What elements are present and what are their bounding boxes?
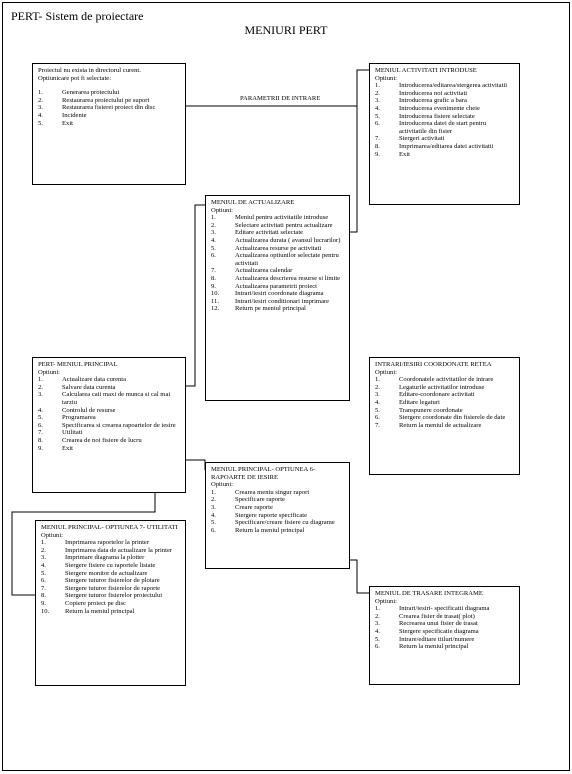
menu-item[interactable]: 2. Salvare data curenta [38, 383, 116, 391]
menu-item[interactable]: 8. Crearea de noi fisiere de lucru [38, 436, 142, 444]
menu-item[interactable]: 1. Introducerea/editarea/stergerea activitatii [375, 82, 508, 90]
menu-item[interactable]: 2. Imprimarea data de actualizare la printer [41, 546, 173, 554]
menu-item[interactable]: 1. Imprimarea raportelor la printer [41, 539, 150, 547]
start-menu-title: Proiectul nu exista in directorul curent. [38, 67, 141, 74]
input-menu-title: MENIUL ACTIVITATI INTRODUSE [375, 67, 477, 74]
menu-item[interactable]: 6. Introducerea datei de start pentru activitatile din fisier [375, 120, 487, 135]
menu-item[interactable]: 9. Copiere proiect pe disc [41, 599, 126, 607]
menu-item[interactable]: 8. Actualizarea descrierea resurse si limite [211, 274, 341, 282]
reports-menu-title: MENIUL PRINCIPAL- OPTIUNEA 6- RAPOARTE DE IESIRE [211, 466, 316, 481]
menu-item[interactable]: 2. Specificare raporte [211, 496, 285, 504]
utilities-menu-title: MENIUL PRINCIPAL- OPTIUNEA 7- UTILITATI [41, 524, 178, 531]
menu-item[interactable]: 7. Return la meniul de actualizare [375, 421, 482, 429]
network-menu-title: INTRARI/IESIRI COORDONATE RETEA [375, 361, 492, 368]
menu-item[interactable]: 9. Exit [38, 444, 73, 452]
main-menu-subtitle: Optiuni: [38, 368, 60, 376]
menu-item[interactable]: 9. Actualizarea parametrii proiect [211, 282, 318, 290]
menu-item[interactable]: 5. Specificare/creare fisiere cu diagrame [211, 519, 335, 527]
plot-menu-subtitle: Optiuni: [375, 597, 397, 605]
menu-item[interactable]: 3. Editare activitati selectate [211, 229, 304, 237]
menu-item[interactable]: 1. Crearea meniu singur raport [211, 488, 310, 496]
menu-item[interactable]: 2. Restaurarea proiectului pe suport [38, 96, 150, 104]
menu-item[interactable]: 4. Actualizarea durata ( avansul lucrarilor) [211, 236, 341, 244]
menu-item[interactable]: 4. Editare legaturi [375, 398, 440, 406]
menu-item[interactable]: 4. Incidente [38, 111, 87, 119]
menu-item[interactable]: 7. Stergere tuturor fisierelor de raporte [41, 584, 161, 592]
main-title: MENIURI PERT [244, 23, 328, 37]
menu-item[interactable]: 7. Stergeri activitati [375, 135, 445, 143]
menu-item[interactable]: 5. Intrare/editare titluri/numere [375, 635, 475, 643]
menu-item[interactable]: 9. Exit [375, 150, 410, 158]
menu-item[interactable]: 6. Actualizarea optiunilor selectate pentru activitati [211, 252, 339, 267]
menu-item[interactable]: 3. Creare raporte [211, 503, 273, 511]
menu-item[interactable]: 2. Crearea fisier de trasat( plot) [375, 612, 475, 620]
reports-menu-box [205, 462, 350, 569]
menu-item[interactable]: 8. Stergere tuturor fisierelor proiectului [41, 592, 163, 600]
link-label: PARAMETRII DE INTRARE [240, 95, 321, 102]
menu-item[interactable]: 4. Introducerea evenimente cheie [375, 104, 480, 112]
menu-item[interactable]: 6. Specificarea si crearea rapoartelor de iesire [38, 421, 176, 429]
menu-item[interactable]: 12. Return pe meniul principal [211, 305, 306, 313]
menu-item[interactable]: 4. Stergere specificatie diagrama [375, 627, 479, 635]
menu-item[interactable]: 7. Utilitati [38, 429, 83, 437]
plot-menu-title: MENIUL DE TRASARE INTEGRAME [375, 590, 483, 597]
menu-item[interactable]: 11. Intrari/iesiri conditionari imprimare [211, 297, 330, 305]
menu-item[interactable]: 6. Stergere tuturor fisierelor de plotare [41, 577, 160, 585]
update-menu-subtitle: Optiuni: [211, 206, 233, 214]
menu-item[interactable]: 5. Exit [38, 119, 73, 127]
main-menu-box [32, 357, 186, 493]
menu-item[interactable]: 4. Stergere raporte specificate [211, 511, 308, 519]
menu-item[interactable]: 5. Actualizarea resurse pe activitati [211, 244, 322, 252]
menu-item[interactable]: 4. Stergere fisiere cu raportele listate [41, 561, 156, 569]
menu-item[interactable]: 6. Return la meniul principal [211, 526, 305, 534]
utilities-menu-subtitle: Optiuni: [41, 531, 63, 539]
menu-item[interactable]: 1. Actualizare data curenta [38, 376, 127, 384]
menu-item[interactable]: 1. Generarea proiectului [38, 89, 120, 97]
start-menu-box [32, 63, 186, 185]
network-coordinates-menu-box [369, 357, 520, 475]
app-title: PERT- Sistem de proiectare [11, 9, 144, 23]
menu-item[interactable]: 7. Actualizarea calendar [211, 267, 293, 275]
menu-item[interactable]: 5. Introducerea fisiere selectate [375, 112, 475, 120]
menu-item[interactable]: 3. Restaurarea fisierei proiect din disc [38, 104, 156, 112]
menu-item[interactable]: 3. Introducerea grafic a bara [375, 97, 467, 105]
menu-item[interactable]: 3. Recrearea unui fisier de trasat [375, 620, 478, 628]
menu-item[interactable]: 6. Return la meniul principal [375, 643, 469, 651]
main-menu-title: PERT- MENIUL PRINCIPAL [38, 361, 118, 368]
menu-item[interactable]: 5. Stergere monitor de actualizare [41, 569, 148, 577]
input-activities-menu-box [369, 63, 520, 205]
plot-menu-box [369, 586, 520, 685]
menu-item[interactable]: 3. Imprimare diagrama la plotter [41, 554, 145, 562]
input-menu-subtitle: Optiuni: [375, 74, 397, 82]
network-menu-subtitle: Optiuni: [375, 368, 397, 376]
menu-item[interactable]: 2. Introducerea noi activitati [375, 89, 468, 97]
update-menu-box [205, 195, 350, 401]
menu-item[interactable]: 3. Calcularea caii maxi de munca si cal mai tarziu [38, 391, 171, 406]
menu-item[interactable]: 6. Stergere coordonate din fisierele de date [375, 414, 506, 422]
update-menu-title: MENIUL DE ACTUALIZARE [211, 199, 295, 206]
menu-item[interactable]: 2. Legaturile activitatilor introduse [375, 383, 485, 391]
menu-item[interactable]: 10. Intrari/iesiri coordonate diagrama [211, 290, 324, 298]
menu-item[interactable]: 8. Imprimarea/editarea datei activitatii [375, 142, 494, 150]
menu-item[interactable]: 1. Meniul pentru activitatile introduse [211, 214, 329, 222]
menu-item[interactable]: 5. Programarea [38, 414, 96, 422]
menu-item[interactable]: 2. Selectare activitati pentru actualizare [211, 221, 333, 229]
menu-item[interactable]: 4. Controlul de resurse [38, 406, 116, 414]
menu-item[interactable]: 1. Coordonatele activitatilor de intrare [375, 376, 494, 384]
menu-item[interactable]: 10. Return la meniul principal [41, 607, 135, 615]
start-menu-subtitle: Optiunicare pot fi selectate: [38, 74, 112, 82]
reports-menu-subtitle: Optiuni: [211, 481, 233, 489]
menu-item[interactable]: 5. Transpunere coordonate [375, 406, 463, 414]
menu-item[interactable]: 3. Editare-coordonare activitati [375, 391, 475, 399]
menu-item[interactable]: 1. Intrari/iesiri- specificatii diagrama [375, 605, 490, 613]
utilities-menu-box [35, 520, 186, 686]
